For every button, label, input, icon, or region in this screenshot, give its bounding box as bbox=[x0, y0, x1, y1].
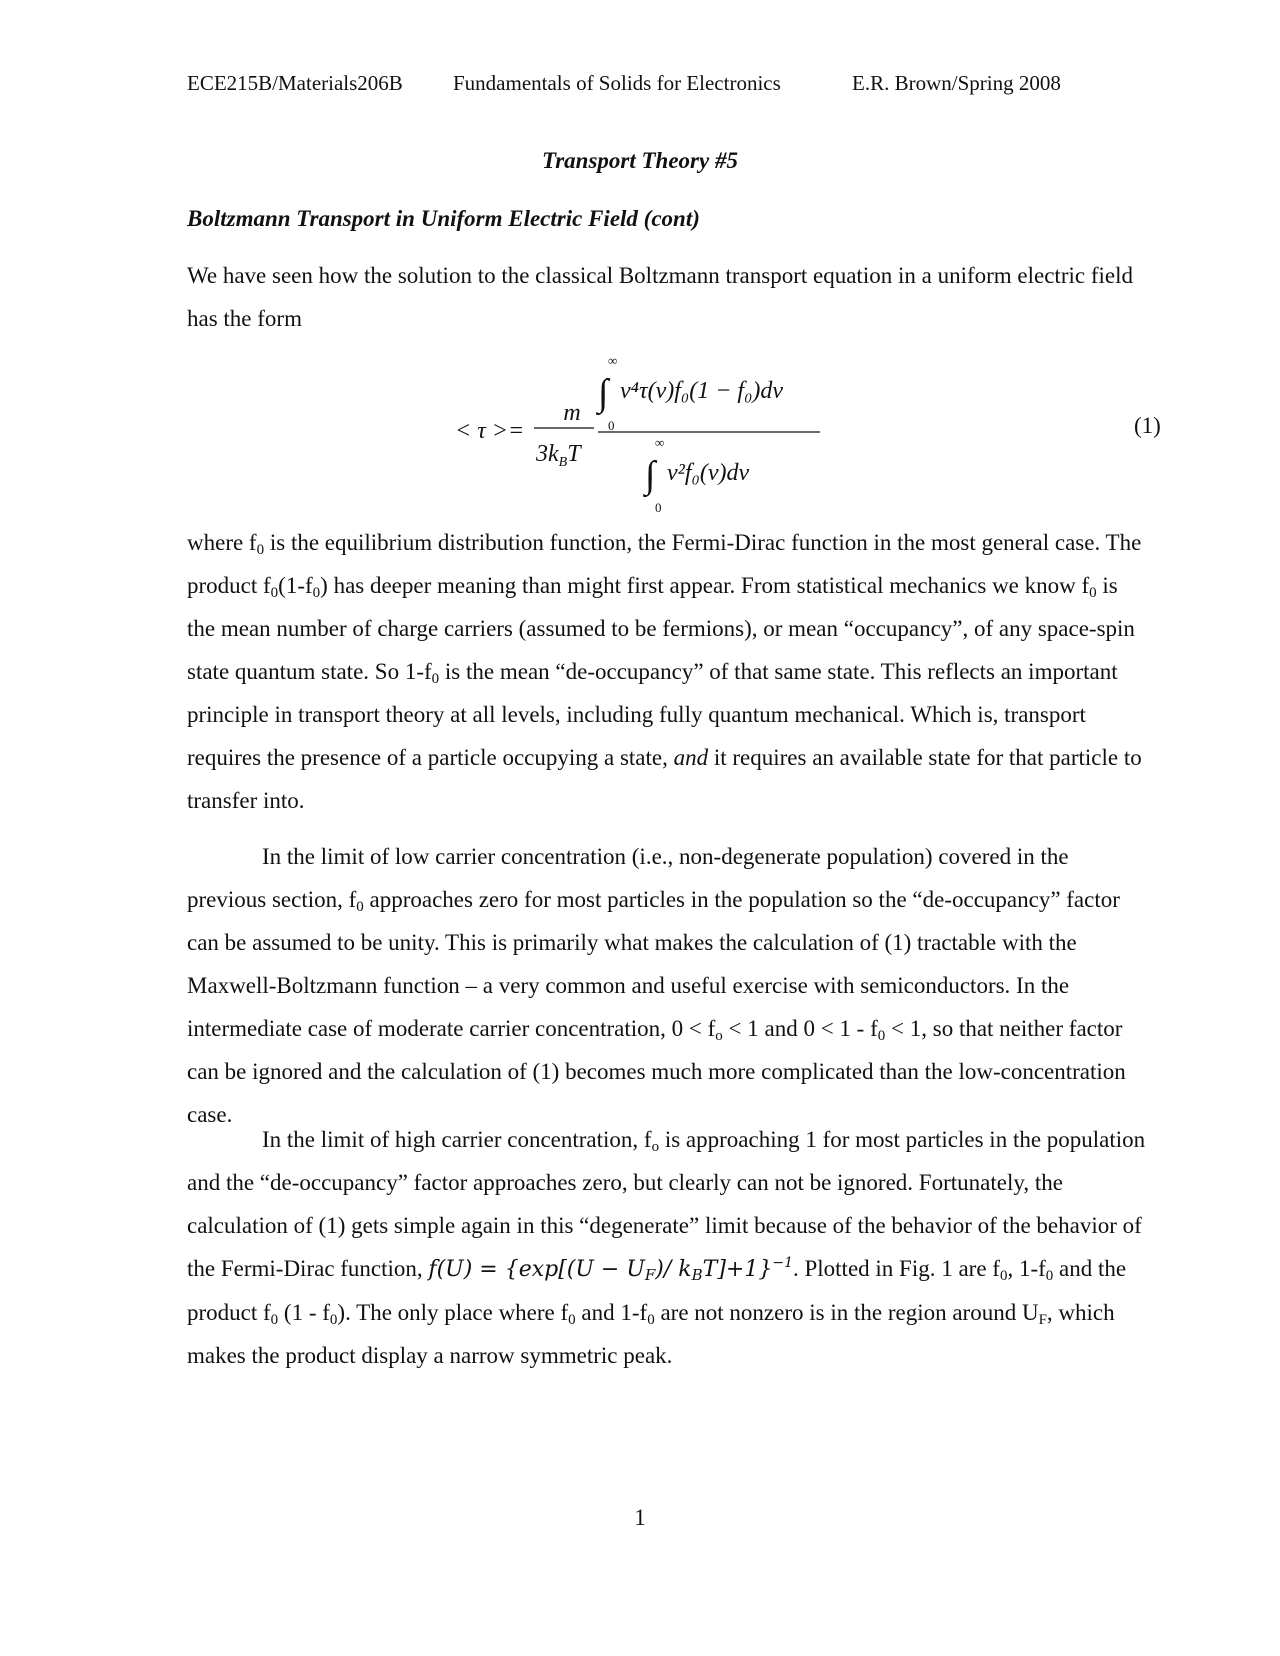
paragraph-3: In the limit of high carrier concentration, $f_o$ is approaching 1 for most particles in the population and the “de-occupancy” factor approaches zero, but clearly can not be ignored. Fortunately, the calculation of (1) gets simple again in this “degenerate” limit because of the behavior of the behavior of the Fermi-Dirac function, $f(U) = \{\exp[(U - U_F)/$ $k_BT]+1\}^{-1}$. Plotted in Fig. 1 are $f_0$, $1-f_0$ and the product $f_0$ $(1 - f_0)$. The only place where $f_0$ and $1-f_0$ are not nonzero is in the region around $U_F$, which makes the product display a narrow symmetric peak. bbox=[187, 1127, 1146, 1368]
num-int-upper: ∞ bbox=[608, 353, 618, 368]
paragraph-1: where $f_0$ is the equilibrium distribution function, the Fermi-Dirac function in the most general case. The product $f_0(1-f_0)$ has deeper meaning than might first appear. From statistical mechanics we know $f_0$ is the mean number of charge carriers (assumed to be fermions), or mean “occupancy”, of any space-spin state quantum state. So $1-f_0$ is the mean “de-occupancy” of that same state. This reflects an important principle in transport theory at all levels, including fully quantum mechanical. Which is, transport requires the presence of a particle occupying a state, and it requires an available state for that particle to transfer into. bbox=[187, 530, 1142, 813]
page-number: 1 bbox=[634, 1505, 646, 1530]
den-int-upper: ∞ bbox=[655, 435, 665, 450]
paragraph-2: In the limit of low carrier concentration (i.e., non-degenerate population) covered in the previous section, $f_0$ approaches zero for most particles in the population so the “de-occupancy” factor can be assumed to be unity. This is primarily what makes the calculation of (1) tractable with the Maxwell-Boltzmann function – a very common and useful exercise with semiconductors. In the intermediate case of moderate carrier concentration, $0 < f_o < 1$ and $0 < 1 - f_0 < 1$, so that neither factor can be ignored and the calculation of (1) becomes much more complicated than the low-concentration case. bbox=[187, 844, 1126, 1127]
den-int-lower: 0 bbox=[655, 500, 662, 515]
section-heading: Boltzmann Transport in Uniform Electric Field (cont) bbox=[187, 206, 700, 231]
equation-denominator: v²f₀(v)dv bbox=[667, 460, 750, 486]
document-title: Transport Theory #5 bbox=[542, 148, 738, 173]
header-author: E.R. Brown/Spring 2008 bbox=[852, 71, 1061, 95]
equation-coef-num: m bbox=[563, 400, 581, 426]
equation-coef-den: $3k_BT$ bbox=[536, 441, 581, 470]
equation-lhs: < τ >= bbox=[455, 418, 525, 444]
num-integral-sign: ∫ bbox=[598, 372, 609, 414]
den-integral-sign: ∫ bbox=[645, 454, 656, 496]
header-subject: Fundamentals of Solids for Electronics bbox=[453, 71, 781, 95]
equation-label: (1) bbox=[1134, 413, 1161, 438]
intro-paragraph: We have seen how the solution to the classical Boltzmann transport equation in a uniform electric field has the form bbox=[187, 263, 1133, 331]
num-int-lower: 0 bbox=[608, 418, 615, 433]
fermi-dirac-formula: $f(U) = \{\exp[(U - U_F)/$ $k_BT]+1\}^{-1}$ bbox=[428, 1255, 793, 1284]
header-course: ECE215B/Materials206B bbox=[187, 71, 403, 95]
equation-numerator: v⁴τ(v)f₀(1 − f₀)dv bbox=[620, 378, 784, 404]
